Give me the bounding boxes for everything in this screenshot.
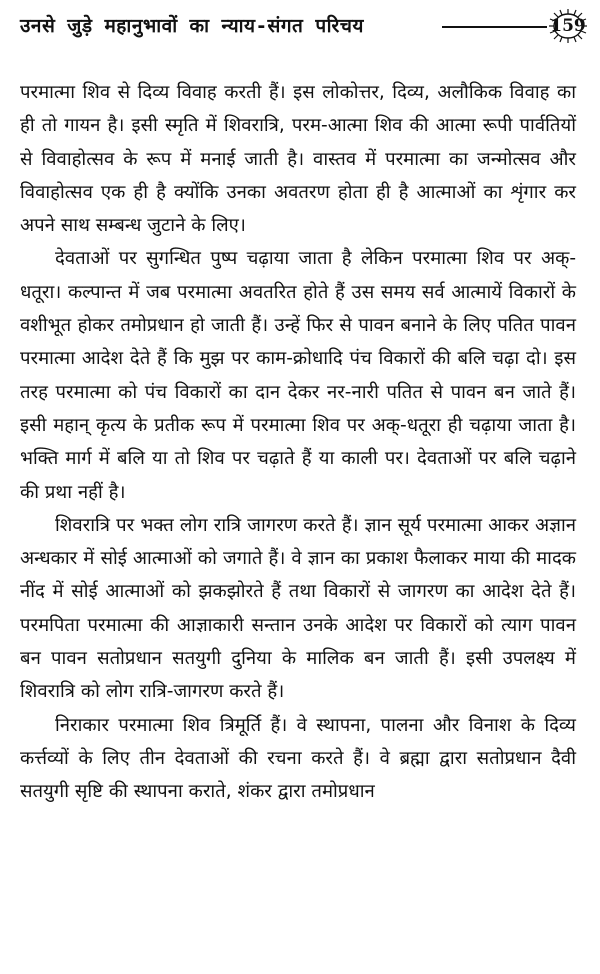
header-rule: [442, 26, 547, 28]
page-number: 159: [550, 16, 586, 36]
paragraph: देवताओं पर सुगन्धित पुष्प चढ़ाया जाता है लेकिन परमात्मा शिव पर अक्-धतूरा। कल्पान्त में जब परमात्मा अवतरित होते हैं उस समय सर्व आत्मायें विकारों के वशीभूत होकर तमोप्रधान हो जाती हैं। उन्हें फिर से पावन बनाने के लिए पतित पावन परमात्मा आदेश देते हैं कि मुझ पर काम-क्रोधादि पंच विकारों की बलि चढ़ा दो। इस तरह परमात्मा को पंच विकारों का दान देकर नर-नारी पतित से पावन बन जाते हैं। इसी महान् कृत्य के प्रतीक रूप में परमात्मा शिव पर अक्-धतूरा ही चढ़ाया जाता है। भक्ति मार्ग में बलि या तो शिव पर चढ़ाते हैं या काली पर। देवताओं पर बलि चढ़ाने की प्रथा नहीं है।: [20, 248, 576, 503]
running-head: उनसे जुड़े महानुभावों का न्याय-संगत परिचय: [20, 15, 364, 37]
paragraph: निराकार परमात्मा शिव त्रिमूर्ति हैं। वे स्थापना, पालना और विनाश के दिव्य कर्त्तव्यों के लिए तीन देवताओं की रचना करते हैं। वे ब्रह्मा द्वारा सतोप्रधान दैवी सतयुगी सृष्टि की स्थापना कराते, शंकर द्वारा तमोप्रधान: [20, 714, 576, 803]
page-header: [20, 8, 586, 44]
paragraph: परमात्मा शिव से दिव्य विवाह करती हैं। इस लोकोत्तर, दिव्य, अलौकिक विवाह का ही तो गायन है। इसी स्मृति में शिवरात्रि, परम-आत्मा शिव की आत्मा रूपी पार्वतियों से विवाहोत्सव के रूप में मनाई जाती है। वास्तव में परमात्मा का जन्मोत्सव और विवाहोत्सव एक ही है क्योंकि उनका अवतरण होता ही है आत्माओं का शृंगार कर अपने साथ सम्बन्ध जुटाने के लिए।: [20, 82, 576, 237]
page-number-badge: [548, 8, 588, 44]
body-text: [20, 76, 576, 809]
paragraph: शिवरात्रि पर भक्त लोग रात्रि जागरण करते हैं। ज्ञान सूर्य परमात्मा आकर अज्ञान अन्धकार में सोई आत्माओं को जगाते हैं। वे ज्ञान का प्रकाश फैलाकर माया की मादक नींद में सोई आत्माओं को झकझोरते हैं तथा विकारों से जागरण का आदेश देते हैं। परमपिता परमात्मा की आज्ञाकारी सन्तान उनके आदेश पर विकारों को त्याग पावन बन पावन सतोप्रधान सतयुगी दुनिया के मालिक बन जाती हैं। इसी उपलक्ष्य में शिवरात्रि को लोग रात्रि-जागरण करते हैं।: [20, 514, 576, 703]
